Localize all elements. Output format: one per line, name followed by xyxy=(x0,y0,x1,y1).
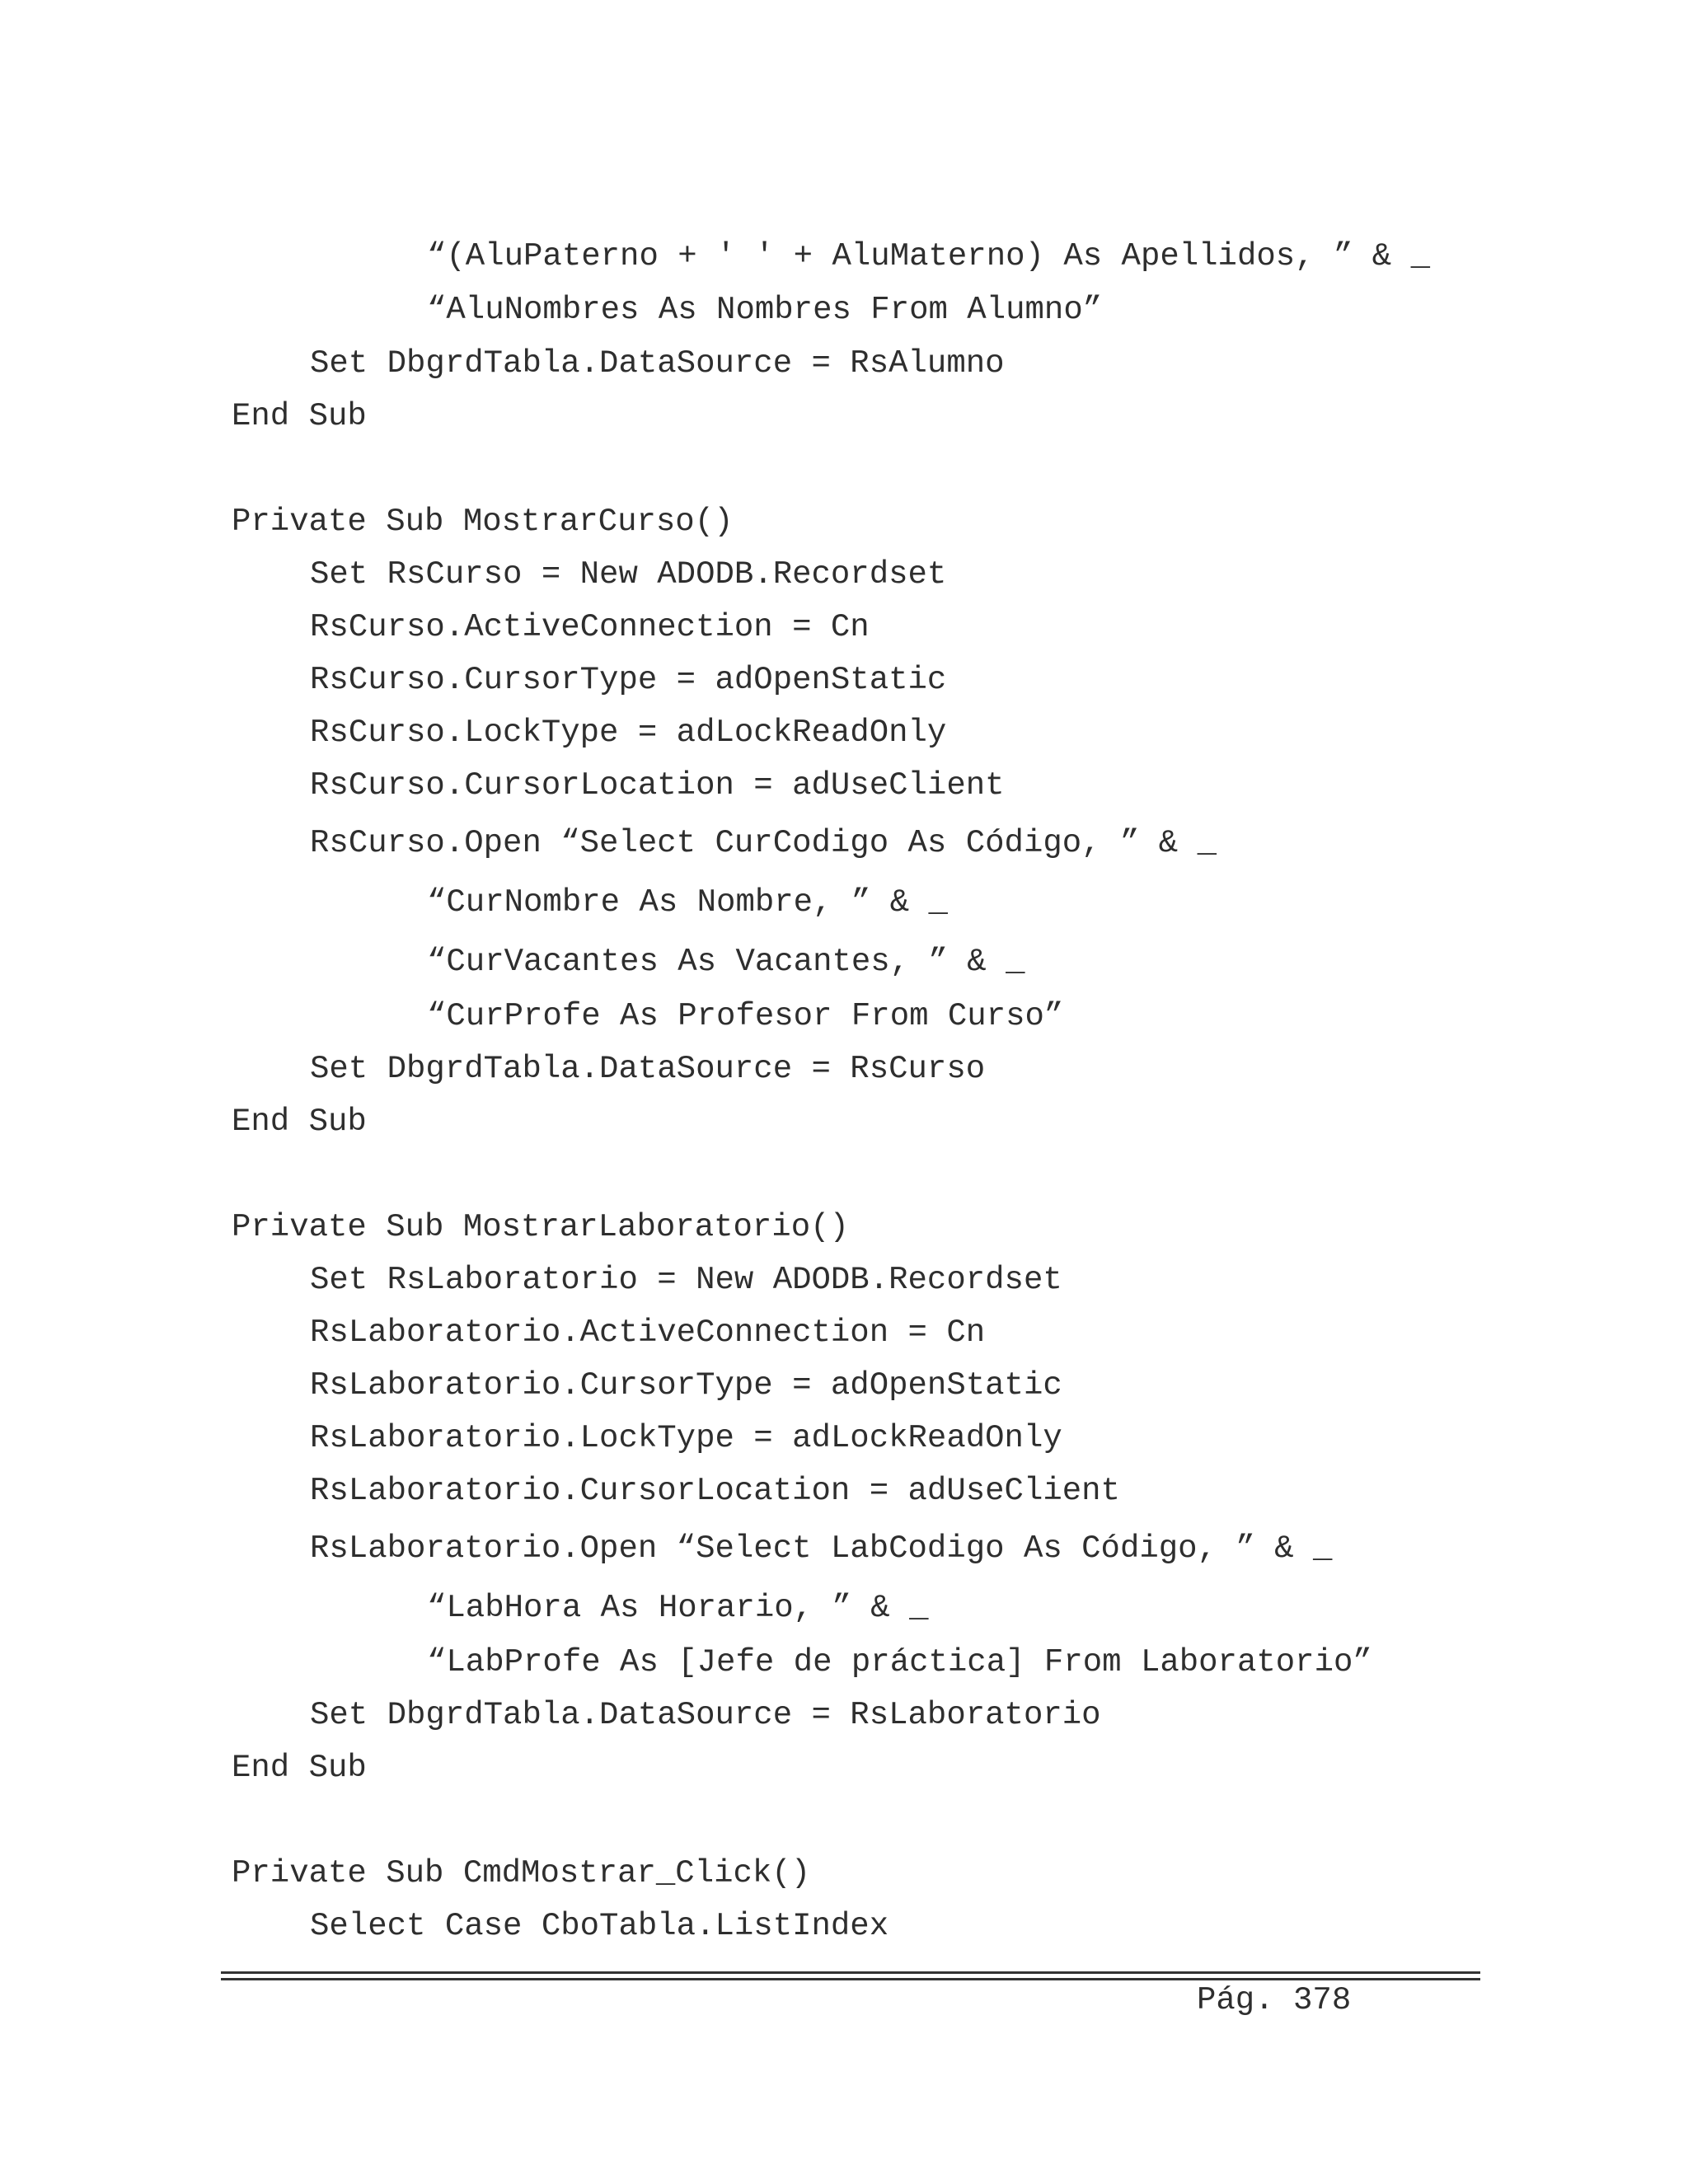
code-line: Select Case CboTabla.ListIndex xyxy=(310,1908,889,1944)
code-line: “CurVacantes As Vacantes, ” & _ xyxy=(427,944,1025,980)
code-line: Set RsLaboratorio = New ADODB.Recordset xyxy=(310,1262,1062,1298)
code-line: RsLaboratorio.Open “Select LabCodigo As Código, ” & _ xyxy=(310,1530,1333,1567)
code-line: End Sub xyxy=(232,398,367,434)
code-line: “AluNombres As Nombres From Alumno” xyxy=(427,292,1103,328)
code-line: Set DbgrdTabla.DataSource = RsLaboratorio xyxy=(310,1697,1101,1733)
code-line: Set DbgrdTabla.DataSource = RsAlumno xyxy=(310,345,1005,382)
code-line: RsCurso.CursorType = adOpenStatic xyxy=(310,662,947,698)
code-line: RsLaboratorio.CursorLocation = adUseClient xyxy=(310,1473,1120,1509)
code-line: End Sub xyxy=(232,1104,367,1140)
code-line: “LabHora As Horario, ” & _ xyxy=(427,1590,929,1626)
code-line: RsLaboratorio.ActiveConnection = Cn xyxy=(310,1315,986,1351)
code-line: Set RsCurso = New ADODB.Recordset xyxy=(310,556,947,593)
code-line: RsCurso.ActiveConnection = Cn xyxy=(310,609,870,645)
code-line: RsLaboratorio.CursorType = adOpenStatic xyxy=(310,1367,1062,1404)
code-line: “(AluPaterno + ' ' + AluMaterno) As Apellidos, ” & _ xyxy=(427,238,1430,274)
code-line: Private Sub CmdMostrar_Click() xyxy=(232,1855,811,1891)
code-line: Set DbgrdTabla.DataSource = RsCurso xyxy=(310,1051,986,1087)
code-line: “CurNombre As Nombre, ” & _ xyxy=(427,884,948,921)
page-number: Pág. 378 xyxy=(1197,1982,1352,2018)
code-line: “LabProfe As [Jefe de práctica] From Laboratorio” xyxy=(427,1644,1372,1680)
code-line: RsCurso.LockType = adLockReadOnly xyxy=(310,715,947,751)
code-line: End Sub xyxy=(232,1750,367,1786)
code-line: RsCurso.CursorLocation = adUseClient xyxy=(310,767,1005,804)
footer-rule-top xyxy=(221,1971,1480,1974)
code-line: Private Sub MostrarCurso() xyxy=(232,504,734,540)
code-line: “CurProfe As Profesor From Curso” xyxy=(427,998,1064,1034)
code-line: RsLaboratorio.LockType = adLockReadOnly xyxy=(310,1420,1062,1456)
code-line: RsCurso.Open “Select CurCodigo As Código, ” & _ xyxy=(310,825,1217,861)
code-line: Private Sub MostrarLaboratorio() xyxy=(232,1209,849,1245)
